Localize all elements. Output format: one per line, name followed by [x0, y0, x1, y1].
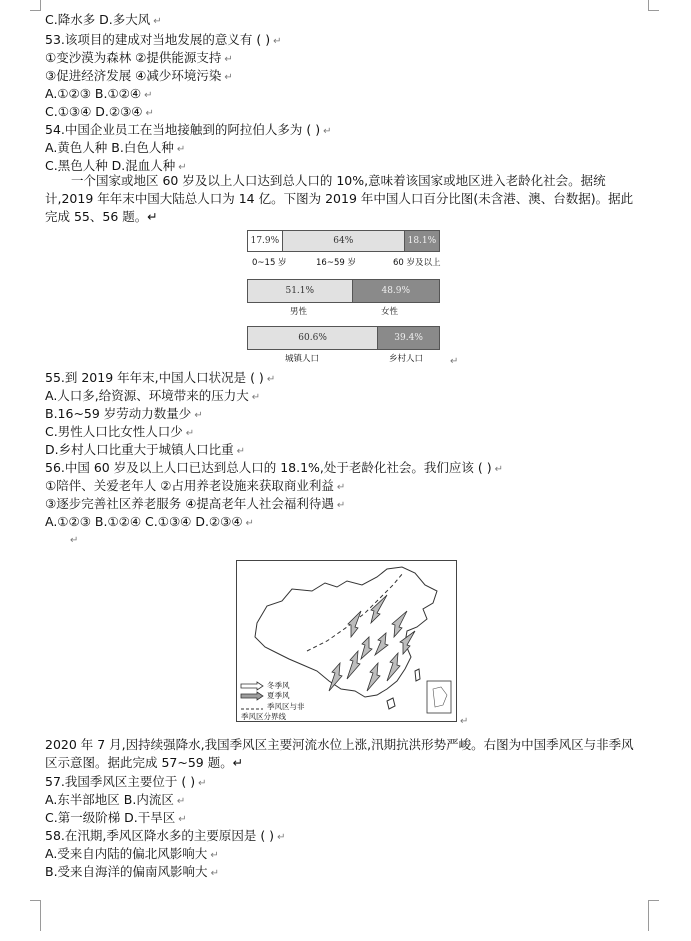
question-55: 55.到 2019 年年末,中国人口状况是 ( ) ↵ [45, 370, 276, 385]
option-line: A.黄色人种 B.白色人种 ↵ [45, 140, 186, 155]
age-label-0-15: 0~15 岁 [252, 258, 287, 268]
question-56: 56.中国 60 岁及以上人口已达到总人口的 18.1%,处于老龄化社会。我们应该 ( ) ↵ [45, 460, 503, 475]
urban-segment: 60.6% [248, 327, 378, 349]
gender-segment-female: 48.9% [353, 280, 439, 302]
crop-mark-top-left [30, 0, 41, 11]
age-label-16-59: 16~59 岁 [316, 258, 356, 268]
urban-rural-bar [247, 326, 440, 350]
gender-segment-male: 51.1% [248, 280, 353, 302]
empty-line-return-mark: ↵ [70, 535, 79, 546]
statement-line: ③促进经济发展 ④减少环境污染 ↵ [45, 68, 233, 83]
urban-label: 城镇人口 [285, 354, 320, 364]
age-segment-60-plus: 18.1% [405, 231, 439, 251]
gender-label-male: 男性 [290, 307, 308, 317]
option-line: C.①③④ D.②③④ ↵ [45, 104, 154, 119]
question-53: 53.该项目的建成对当地发展的意义有 ( ) ↵ [45, 32, 282, 47]
option-line: A.人口多,给资源、环境带来的压力大 ↵ [45, 388, 261, 403]
legend-winter-monsoon: 冬季风 [267, 681, 290, 690]
map-return-mark: ↵ [460, 716, 469, 727]
crop-mark-bottom-right [648, 900, 659, 931]
option-line: B.16~59 岁劳动力数量少 ↵ [45, 406, 203, 421]
question-57: 57.我国季风区主要位于 ( ) ↵ [45, 774, 207, 789]
age-segment-0-15: 17.9% [248, 231, 283, 251]
question-58: 58.在汛期,季风区降水多的主要原因是 ( ) ↵ [45, 828, 286, 843]
chart-return-mark: ↵ [450, 356, 459, 367]
question-54: 54.中国企业员工在当地接触到的阿拉伯人多为 ( ) ↵ [45, 122, 332, 137]
intro-paragraph-57: 2020 年 7 月,因持续强降水,我国季风区主要河流水位上涨,汛期抗洪形势严峻。右图为中国季风区与非季风区示意图。据此完成 57~59 题。↵ [45, 737, 634, 770]
statement-line: ③逐步完善社区养老服务 ④提高老年人社会福利待遇 ↵ [45, 496, 346, 511]
option-line: A.东半部地区 B.内流区 ↵ [45, 792, 186, 807]
rural-segment: 39.4% [378, 327, 439, 349]
crop-mark-top-right [648, 0, 659, 11]
option-line: C.第一级阶梯 D.干旱区 ↵ [45, 810, 187, 825]
monsoon-map [236, 560, 457, 722]
crop-mark-bottom-left [30, 900, 41, 931]
option-line: C.男性人口比女性人口少 ↵ [45, 424, 195, 439]
option-line: A.①②③ B.①②④ ↵ [45, 86, 153, 101]
option-line: B.受来自海洋的偏南风影响大 ↵ [45, 864, 219, 879]
age-bar [247, 230, 440, 252]
gender-bar [247, 279, 440, 303]
legend-summer-monsoon: 夏季风 [267, 691, 290, 700]
option-line: A.受来自内陆的偏北风影响大 ↵ [45, 846, 219, 861]
intro-paragraph-55: 一个国家或地区 60 岁及以上人口达到总人口的 10%,意味着该国家或地区进入老龄化社会。据统计,2019 年年末中国大陆总人口为 14 亿。下图为 2019 年中国人口百分比图(未含港、澳、台数据)。据此完成 55、56 题。↵ [45, 173, 634, 224]
age-label-60-plus: 60 岁及以上 [393, 258, 441, 268]
option-line: A.①②③ B.①②④ C.①③④ D.②③④ ↵ [45, 514, 254, 529]
map-legend-symbols [241, 682, 263, 709]
option-line: D.乡村人口比重大于城镇人口比重 ↵ [45, 442, 245, 457]
gender-label-female: 女性 [381, 307, 399, 317]
legend-boundary-line-2: 季风区分界线 [241, 712, 286, 721]
option-line: C.降水多 D.多大风 ↵ [45, 12, 162, 27]
rural-label: 乡村人口 [389, 354, 424, 364]
option-line: C.黑色人种 D.混血人种 ↵ [45, 158, 187, 173]
legend-boundary-line-1: 季风区与非 [267, 702, 305, 711]
age-segment-16-59: 64% [283, 231, 405, 251]
statement-line: ①变沙漠为森林 ②提供能源支持 ↵ [45, 50, 233, 65]
statement-line: ①陪伴、关爱老年人 ②占用养老设施来获取商业利益 ↵ [45, 478, 346, 493]
